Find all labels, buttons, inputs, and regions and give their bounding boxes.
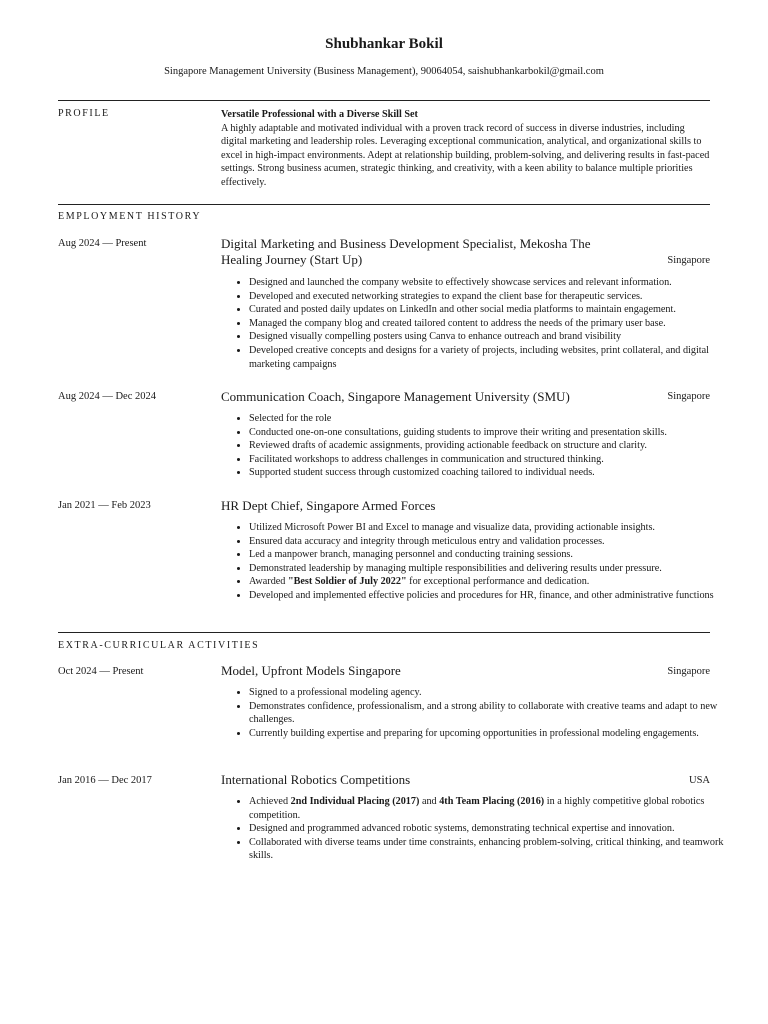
job-bullets [234, 521, 729, 603]
list-item: • Signed to a professional modeling agency. [249, 686, 729, 700]
list-item: • Led a manpower branch, managing personnel and conducting training sessions. [249, 548, 729, 562]
list-item: • Achieved 2nd Individual Placing (2017) and 4th Team Placing (2016) in a highly competitive global robotics competition. [249, 795, 729, 822]
job-location: Singapore [667, 391, 710, 402]
profile-block [221, 108, 713, 190]
job-dates: Aug 2024 — Dec 2024 [58, 391, 156, 402]
list-item: • Designed and programmed advanced robotic systems, demonstrating technical expertise and innovation. [249, 822, 729, 836]
contact-line: Singapore Management University (Business Management), 90064054, saishubhankarbokil@gmail.com [164, 66, 604, 77]
job-title: Communication Coach, Singapore Management University (SMU) [221, 389, 570, 404]
list-item: • Reviewed drafts of academic assignments, providing actionable feedback on structure and clarity. [249, 439, 729, 453]
activity-bullets [234, 795, 729, 863]
divider [58, 204, 710, 205]
list-item: • Designed and launched the company website to effectively showcase services and relevant information. [249, 276, 729, 290]
job-bullets [234, 412, 729, 480]
list-item: • Utilized Microsoft Power BI and Excel to manage and visualize data, providing actionable insights. [249, 521, 729, 535]
activity-dates: Oct 2024 — Present [58, 666, 144, 677]
job-title: HR Dept Chief, Singapore Armed Forces [221, 498, 436, 513]
section-title-employment: EMPLOYMENT HISTORY [58, 211, 202, 222]
list-item: • Curated and posted daily updates on LinkedIn and other social media platforms to maintain engagement. [249, 303, 729, 317]
resume-name: Shubhankar Bokil [325, 36, 443, 52]
list-item: • Awarded "Best Soldier of July 2022" for exceptional performance and dedication. [249, 575, 729, 589]
divider [58, 100, 710, 101]
activity-dates: Jan 2016 — Dec 2017 [58, 775, 152, 786]
list-item: • Conducted one-on-one consultations, guiding students to improve their writing and presentation skills. [249, 426, 729, 440]
activity-location: USA [688, 775, 710, 786]
list-item: • Designed visually compelling posters using Canva to enhance outreach and brand visibility [249, 330, 729, 344]
list-item: • Demonstrated leadership by managing multiple responsibilities and delivering results under pressure. [249, 562, 729, 576]
job-title: Digital Marketing and Business Development Specialist, Mekosha The Healing Journey (Start Up) [221, 236, 591, 267]
profile-text: A highly adaptable and motivated individual with a proven track record of success in diverse industries, including digital marketing and leadership roles. Leveraging exceptional communication, analytical, and organizational skills to excel in high-impact environments. Adept at relationship building, problem-solving, and delivering results in fast-paced settings. Strong business acumen, strategic thinking, and creativity, with a keen ability to balance multiple priorities effectively. [221, 122, 710, 188]
activity-title: International Robotics Competitions [221, 772, 411, 787]
activity-title: Model, Upfront Models Singapore [221, 663, 401, 678]
list-item: • Demonstrates confidence, professionalism, and a strong ability to collaborate with creative teams and adapt to new challenges. [249, 700, 729, 727]
section-title-extracurricular: EXTRA-CURRICULAR ACTIVITIES [58, 640, 260, 651]
list-item: • Ensured data accuracy and integrity through meticulous entry and validation processes. [249, 535, 729, 549]
divider [58, 632, 710, 633]
list-item: • Developed and implemented effective policies and procedures for HR, finance, and other administrative functions [249, 589, 729, 603]
job-dates: Aug 2024 — Present [58, 238, 147, 249]
list-item: • Developed and executed networking strategies to expand the client base for therapeutic services. [249, 290, 729, 304]
job-location: Singapore [667, 255, 710, 266]
job-bullets [234, 276, 729, 371]
list-item: • Currently building expertise and preparing for upcoming opportunities in professional modeling engagements. [249, 727, 729, 741]
list-item: • Collaborated with diverse teams under time constraints, enhancing problem-solving, critical thinking, and teamwork skills. [249, 836, 729, 863]
activity-bullets [234, 686, 729, 740]
job-dates: Jan 2021 — Feb 2023 [58, 500, 151, 511]
activity-location: Singapore [667, 666, 710, 677]
section-title-profile: PROFILE [58, 108, 110, 119]
list-item: • Facilitated workshops to address challenges in communication and structured thinking. [249, 453, 729, 467]
list-item: • Supported student success through customized coaching tailored to individual needs. [249, 466, 729, 480]
list-item: • Selected for the role [249, 412, 729, 426]
list-item: • Developed creative concepts and designs for a variety of projects, including websites, print collateral, and digital marketing campaigns [249, 344, 729, 371]
list-item: • Managed the company blog and created tailored content to address the needs of the primary user base. [249, 317, 729, 331]
profile-headline: Versatile Professional with a Diverse Skill Set [221, 109, 418, 120]
